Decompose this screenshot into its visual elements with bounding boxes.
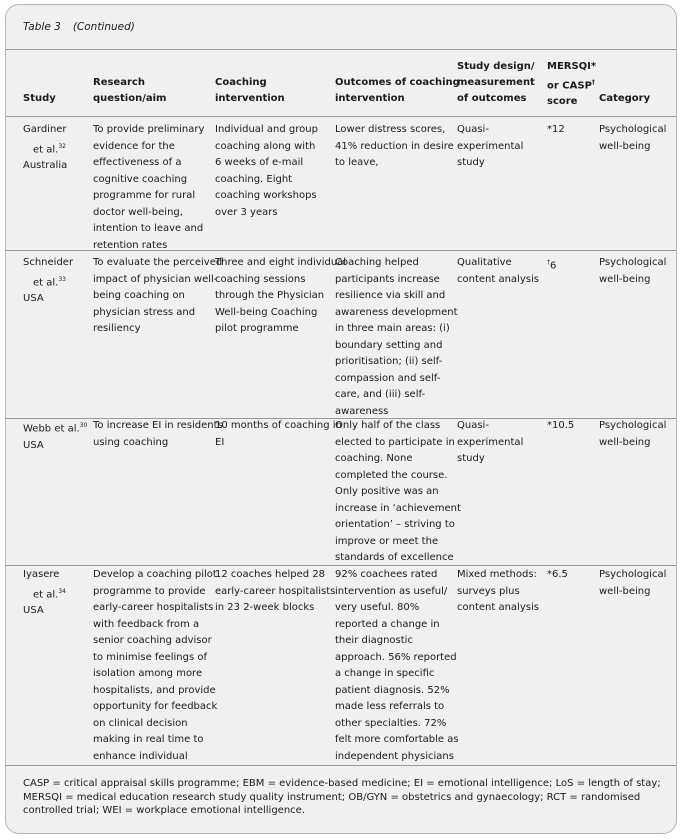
cell-line: being coaching on xyxy=(93,290,185,301)
cell-line: in three main areas: (i) xyxy=(335,323,450,334)
cell-line: their diagnostic xyxy=(335,635,413,646)
row-2-study xyxy=(23,255,87,308)
cell-line: resiliency xyxy=(93,323,141,334)
cell-line: well-being xyxy=(599,273,651,285)
cell-line: elected to participate in xyxy=(335,436,455,448)
row-1-intervention xyxy=(215,122,333,221)
row-3-score xyxy=(547,418,597,435)
cell-line: 6 weeks of e-mail xyxy=(215,157,304,168)
cell-line: approach. 56% reported xyxy=(335,651,457,663)
row-3-aim xyxy=(93,418,225,451)
cell-line: well-being xyxy=(599,140,651,152)
cell-line: Qualitative xyxy=(457,257,512,268)
cell-line: Lower distress scores, xyxy=(335,124,446,135)
row-1-score xyxy=(547,122,597,139)
row-1-design xyxy=(457,122,555,172)
header-line: Category xyxy=(599,93,651,104)
header-design xyxy=(457,59,542,107)
cell-line: resilience via skill and xyxy=(335,290,446,301)
cell-line: intention to leave and xyxy=(93,223,204,234)
cell-line: with feedback from a xyxy=(93,618,200,630)
cell-line: experimental xyxy=(457,436,524,448)
row-rule xyxy=(6,250,676,251)
cell-line: early-career hospitalists xyxy=(93,602,214,613)
cell-line: to leave, xyxy=(335,157,379,168)
row-1-category xyxy=(599,122,677,155)
table-continued: (Continued) xyxy=(72,21,135,33)
cell-line: improve or meet the xyxy=(335,535,439,547)
header-line: or CASP† xyxy=(547,79,595,92)
cell-line: Quasi- xyxy=(457,124,489,135)
cell-line: awareness xyxy=(335,405,389,417)
cell-line: standards of excellence xyxy=(335,552,454,563)
row-2-outcomes xyxy=(335,255,467,420)
cell-line: patient diagnosis. 52% xyxy=(335,684,450,696)
cell-line: through the Physician xyxy=(215,290,325,301)
row-2-design xyxy=(457,255,555,288)
header-line: Coaching xyxy=(215,77,267,88)
cell-line: coaching. None xyxy=(335,453,413,464)
cell-line: et al.$^{33}$ xyxy=(33,275,66,288)
table-footnote: CASP = critical appraisal skills programme; EBM = evidence-based medicine; EI = emotional intelligence; LoS = length of stay; MERSQI = medical education research study quality instrument; OB/GYN = obstetrics and gynaecology; RCT = randomised controlled trial; WEI = workplace emotional intelligence. xyxy=(23,778,661,816)
cell-line: Three and eight individual xyxy=(215,257,347,268)
cell-line: 12 coaches helped 28 xyxy=(215,569,326,580)
cell-line: To increase EI in residents xyxy=(93,420,223,431)
cell-line: other specialties. 72% xyxy=(335,717,447,729)
cell-line: prioritisation; (ii) self- xyxy=(335,356,443,367)
cell-line: Well-being Coaching xyxy=(215,306,318,318)
table-label: Table 3 xyxy=(23,21,61,33)
row-3-category xyxy=(599,418,677,451)
cell-line: care, and (iii) self- xyxy=(335,389,426,400)
cell-line: coaching along with xyxy=(215,140,316,152)
cell-line: a change in specific xyxy=(335,668,435,679)
row-4-category xyxy=(599,567,677,600)
row-4-aim xyxy=(93,567,225,765)
cell-line: †6 xyxy=(547,259,557,272)
cell-line: doctor well-being, xyxy=(93,206,183,218)
cell-line: coaching sessions xyxy=(215,273,306,285)
cell-line: cognitive coaching xyxy=(93,173,188,185)
cell-line: well-being xyxy=(599,436,651,448)
cell-line: Gardiner xyxy=(23,124,67,135)
cell-line: made less referrals to xyxy=(335,701,445,712)
cell-line: USA xyxy=(23,605,44,617)
header-line: score xyxy=(547,96,578,108)
row-3-study xyxy=(23,418,93,454)
cell-line: intervention as useful/ xyxy=(335,585,448,597)
cell-line: senior coaching advisor xyxy=(93,635,212,646)
cell-line: Schneider xyxy=(23,257,74,268)
cell-line: *6.5 xyxy=(547,569,568,580)
cell-line: Psychological xyxy=(599,124,667,135)
cell-line: Psychological xyxy=(599,569,667,580)
header-study xyxy=(23,91,83,107)
cell-line: evidence for the xyxy=(93,140,175,152)
row-2-aim xyxy=(93,255,225,338)
cell-line: *10.5 xyxy=(547,420,575,431)
row-4-study xyxy=(23,567,87,620)
cell-line: coaching workshops xyxy=(215,190,317,201)
row-3-outcomes xyxy=(335,418,467,567)
header-line: Study xyxy=(23,93,56,104)
cell-line: completed the course. xyxy=(335,469,448,481)
cell-line: 41% reduction in desire xyxy=(335,140,454,152)
cell-line: EI xyxy=(215,436,225,448)
cell-line: content analysis xyxy=(457,602,539,613)
cell-line: 10 months of coaching in xyxy=(215,420,342,431)
header-line: Outcomes of coaching xyxy=(335,77,460,88)
cell-line: hospitalists, and provide xyxy=(93,684,216,696)
cell-line: To evaluate the perceived xyxy=(93,257,223,268)
cell-line: Mixed methods: xyxy=(457,569,537,580)
cell-line: Webb et al.$^{30}$ xyxy=(23,422,88,435)
cell-line: increase in ‘achievement xyxy=(335,502,461,514)
cell-line: impact of physician well- xyxy=(93,273,218,285)
cell-line: surveys plus xyxy=(457,585,520,597)
row-4-intervention xyxy=(215,567,335,617)
row-4-design xyxy=(457,567,555,617)
header-line: of outcomes xyxy=(457,93,527,104)
cell-line: programme to provide xyxy=(93,585,206,597)
cell-line: experimental xyxy=(457,140,524,152)
header-line: intervention xyxy=(335,93,405,104)
row-rule xyxy=(6,565,676,566)
cell-line: coaching. Eight xyxy=(215,173,293,185)
row-2-score xyxy=(547,255,597,275)
cell-line: opportunity for feedback xyxy=(93,701,218,712)
top-rule xyxy=(6,49,676,50)
cell-line: independent physicians xyxy=(335,750,454,762)
cell-line: awareness development xyxy=(335,306,458,318)
cell-line: compassion and self- xyxy=(335,372,441,384)
cell-line: study xyxy=(457,453,485,464)
row-1-aim xyxy=(93,122,225,254)
cell-line: reported a change in xyxy=(335,618,440,630)
header-aim xyxy=(93,75,208,107)
header-line: Study design/ xyxy=(457,61,535,72)
header-line: Research xyxy=(93,77,145,88)
cell-line: on clinical decision xyxy=(93,717,188,729)
cell-line: enhance individual xyxy=(93,750,188,762)
cell-line: using coaching xyxy=(93,436,169,448)
header-outcomes xyxy=(335,75,460,107)
cell-line: *12 xyxy=(547,124,565,135)
cell-line: physician stress and xyxy=(93,306,196,318)
cell-line: participants increase xyxy=(335,273,440,285)
cell-line: Develop a coaching pilot xyxy=(93,569,217,580)
cell-line: To provide preliminary xyxy=(93,124,205,135)
cell-line: programme for rural xyxy=(93,190,196,201)
cell-line: et al.$^{32}$ xyxy=(33,142,66,155)
header-line: question/aim xyxy=(93,93,167,104)
row-3-intervention xyxy=(215,418,342,451)
header-line: intervention xyxy=(215,93,285,104)
header-score xyxy=(547,59,597,110)
cell-line: to minimise feelings of xyxy=(93,651,208,663)
cell-line: Iyasere xyxy=(23,569,60,580)
cell-line: very useful. 80% xyxy=(335,602,420,613)
header-line: MERSQI* xyxy=(547,61,597,72)
cell-line: retention rates xyxy=(93,239,168,251)
table-caption xyxy=(23,21,135,33)
header-category xyxy=(599,91,669,107)
cell-line: et al.$^{34}$ xyxy=(33,587,66,600)
cell-line: content analysis xyxy=(457,273,539,285)
cell-line: Quasi- xyxy=(457,420,489,431)
cell-line: making in real time to xyxy=(93,734,204,745)
cell-line: study xyxy=(457,157,485,168)
cell-line: USA xyxy=(23,293,44,305)
bottom-rule xyxy=(6,765,676,766)
cell-line: felt more comfortable as xyxy=(335,734,459,745)
cell-line: early-career hospitalists xyxy=(215,585,336,597)
row-1-outcomes xyxy=(335,122,467,172)
cell-line: Individual and group xyxy=(215,124,318,135)
header-rule xyxy=(6,116,676,117)
cell-line: Australia xyxy=(23,160,68,172)
cell-line: orientation’ – striving to xyxy=(335,519,455,530)
cell-line: boundary setting and xyxy=(335,339,443,351)
cell-line: 92% coachees rated xyxy=(335,569,438,580)
row-2-category xyxy=(599,255,677,288)
cell-line: well-being xyxy=(599,585,651,597)
row-1-study xyxy=(23,122,87,175)
table-panel xyxy=(5,4,677,834)
row-2-intervention xyxy=(215,255,347,338)
cell-line: Only positive was an xyxy=(335,486,439,497)
row-3-design xyxy=(457,418,555,468)
cell-line: over 3 years xyxy=(215,206,278,218)
header-line: measurement xyxy=(457,77,535,88)
header-intervention xyxy=(215,75,330,107)
cell-line: pilot programme xyxy=(215,323,299,334)
cell-line: in 23 2-week blocks xyxy=(215,602,315,613)
cell-line: Psychological xyxy=(599,420,667,431)
cell-line: USA xyxy=(23,439,44,451)
cell-line: Coaching helped xyxy=(335,257,419,268)
row-4-outcomes xyxy=(335,567,467,765)
cell-line: Only half of the class xyxy=(335,420,441,431)
cell-line: effectiveness of a xyxy=(93,157,182,168)
cell-line: Psychological xyxy=(599,257,667,268)
row-4-score xyxy=(547,567,597,584)
cell-line: isolation among more xyxy=(93,668,203,679)
